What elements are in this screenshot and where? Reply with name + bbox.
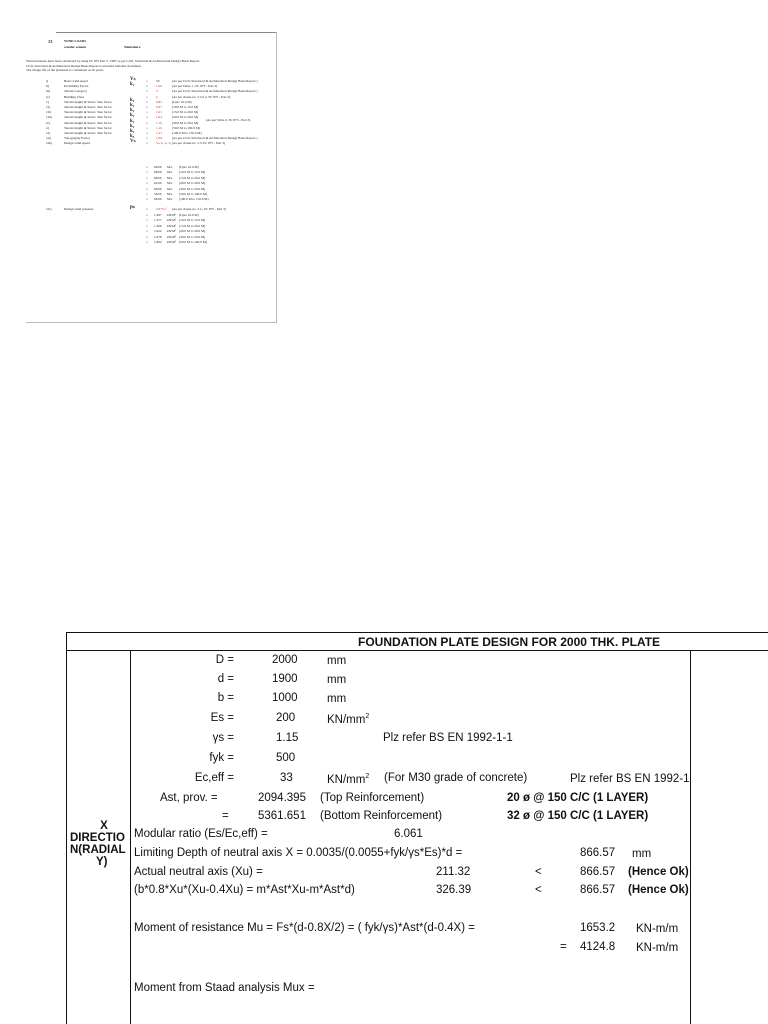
- project-location: Nimbahera: [124, 45, 141, 49]
- design-pressure-row-unit: kN/M²: [167, 240, 177, 244]
- wind-param-note: (50.0 M to 100.0 M): [172, 125, 200, 130]
- wind-param-symbol: k₂: [130, 129, 135, 134]
- wind-param-value: 1.00: [156, 84, 162, 89]
- wind-param-row: viii) Terrain height & Struct. Size factor k₂ 1.02 (20.0 M to 30.0 M) =: [46, 113, 199, 120]
- design-pressure-row: = 1.678 kN/M² (30.0 M to 50.0 M): [146, 234, 206, 239]
- wind-param-label: Terrain height & Struct. Size factor: [64, 125, 112, 130]
- wind-param-symbol: k₂: [130, 123, 135, 129]
- wind-param-symbol: Vₕ: [130, 139, 136, 145]
- design-speed-row: = 60.00 M/s (100.0 M to 150.0 M): [146, 197, 209, 202]
- top-bar-spec: 20 ø @ 150 C/C (1 LAYER): [507, 792, 649, 804]
- wind-param-value: Vₕ·k₁·k₂·k₃: [156, 141, 172, 146]
- moment-resistance-eq: =: [560, 941, 567, 953]
- wind-param-label: Terrain height & Struct. Size factor: [64, 105, 112, 109]
- wind-param-row: v) Terrain height & Struct. Size factor k₂ 0.83 (Upto 10.0 M) =: [46, 97, 192, 104]
- pressure-row-num: xiv): [46, 207, 52, 211]
- wind-param-row: xiii) Design wind speed Vₕ Vₕ·k₁·k₂·k₃ (As per clause no. 5.3, IS: 875 - Part 3) =: [46, 139, 226, 146]
- param-D-unit: mm: [327, 655, 347, 667]
- wind-param-num: vi): [46, 105, 50, 109]
- na-equation-compare: <: [535, 884, 542, 896]
- wind-param-label: Terrain height & Struct. Size factor: [64, 110, 112, 115]
- design-speed-row-value: 66.00: [154, 175, 162, 180]
- design-pressure-row-value: 1.287: [154, 213, 162, 217]
- ast-bottom-eq: =: [222, 810, 229, 822]
- wind-param-row: vi) Terrain height & Struct. Size factor k₂ 0.97 (10.0 M to 15.0 M) =: [46, 103, 199, 109]
- design-pressure-row-value: 1.678: [154, 234, 162, 239]
- param-Es-name: Es =: [210, 712, 234, 724]
- design-pressure-row-range: (20.0 M to 30.0 M): [179, 229, 206, 234]
- design-pressure-row-value: 1.377: [154, 218, 162, 223]
- wind-param-symbol: k₂: [130, 97, 135, 103]
- design-speed-row: = 62.00 M/s (20.0 M to 30.0 M): [146, 181, 206, 186]
- wind-param-label: Terrain Category: [64, 89, 88, 94]
- wind-param-note: (As per Table 1 , IS: 875 - Part 3): [172, 84, 218, 89]
- wind-param-value: 0.83: [156, 99, 162, 104]
- side-label-2: DIRECTIO: [70, 832, 125, 844]
- design-pressure-row-unit: kN/M²: [167, 234, 177, 239]
- wind-param-label: Basic wind speed: [64, 79, 88, 83]
- wind-param-note: (100.0 M to 150.0 M): [172, 131, 202, 135]
- wind-param-num: iii): [46, 89, 50, 94]
- design-speed-row-value: 66.00: [154, 165, 162, 169]
- design-speed-row: = 56.00 M/s (50.0 M to 100.0 M): [146, 192, 207, 196]
- wind-param-label: Terrain height & Struct. Size factor: [64, 115, 112, 120]
- modular-ratio-value: 6.061: [394, 828, 423, 840]
- wind-param-row: x) Terrain height & Struct. Size factor k₂ 1.10 (50.0 M to 100.0 M) =: [46, 123, 200, 130]
- pressure-row-note: (As per clause no. 5.4 , IS: 875 - Part 3): [172, 207, 226, 211]
- design-pressure-row-unit: kN/M²: [167, 218, 177, 223]
- design-pressure-row: = 1.622 kN/M² (20.0 M to 30.0 M): [146, 229, 206, 234]
- param-ec-eff-value: 33: [280, 772, 293, 784]
- wind-param-label: Terrain height & Struct. Size factor: [64, 131, 112, 135]
- wind-param-value: 0.97: [156, 105, 162, 109]
- moment-resistance-unit-1: KN-m/m: [636, 923, 679, 935]
- na-equation-label: (b*0.8*Xu*(Xu-0.4Xu) = m*Ast*Xu-m*Ast*d): [134, 884, 355, 896]
- wind-param-symbol: k₁: [130, 82, 135, 88]
- top-border: [66, 632, 768, 633]
- param-fyk-value: 500: [276, 752, 296, 764]
- param-b-name: b =: [217, 692, 234, 704]
- pressure-row-label: Design wind pressure: [64, 207, 94, 211]
- wind-param-value: C: [156, 94, 159, 99]
- left-border: [66, 632, 67, 1024]
- design-speed-row-range: (100.0 M to 150.0 M): [179, 197, 209, 202]
- ast-label: Ast, prov. =: [160, 792, 218, 804]
- label-column-divider: [130, 650, 131, 1024]
- wind-param-value: 1.02: [156, 115, 162, 120]
- wind-param-row: xii) Topography Factor k₃ 1.00 (As per Civil, Structural & Architectural Design Basis Report ) =: [46, 134, 258, 141]
- wind-param-num: v): [46, 99, 49, 104]
- wind-param-num: vii): [46, 110, 51, 115]
- right-column-divider: [690, 650, 691, 1024]
- wind-param-row: xi) Terrain height & Struct. Size factor k₂ 1.21 (100.0 M to 150.0 M) =: [46, 129, 202, 135]
- design-speed-row: = 66.00 M/s (15.0 M to 20.0 M): [146, 175, 206, 180]
- design-speed-row-value: 56.00: [154, 192, 162, 196]
- wind-param-symbol: k₂: [130, 118, 135, 124]
- wind-param-note: (As per clause no. 5.3.2.2, IS: 875 - Part 3): [172, 94, 231, 99]
- bs-en-reference-note: Plz refer BS EN 1992-1-1: [383, 732, 513, 744]
- wind-param-value: 1.01: [156, 110, 162, 115]
- table-2-note: (As per Table 2, IS: 875 - Part 3): [206, 118, 251, 122]
- param-gamma-s-value: 1.15: [276, 732, 299, 744]
- sheet-title: FOUNDATION PLATE DESIGN FOR 2000 THK. PLATE: [358, 635, 661, 649]
- limiting-depth-value: 866.57: [580, 847, 616, 859]
- param-Es-value: 200: [276, 712, 296, 724]
- intro-line-1: Wind pressures have been calculated by using IS: 875 Part 3 -1987 as per Civil, Structural & Architectural Design Basis Report.: [26, 59, 200, 63]
- wind-param-num: i): [46, 79, 49, 83]
- param-d-value: 1900: [272, 673, 298, 685]
- design-pressure-row: = 1.300 kN/M² (15.0 M to 20.0 M): [146, 223, 206, 228]
- wind-param-symbol: k₃: [130, 134, 135, 140]
- actual-na-status: (Hence Ok): [628, 866, 689, 878]
- design-pressure-row-unit: kN/M²: [167, 213, 177, 217]
- design-pressure-row: = 1.862 kN/M² (50.0 M to 100.0 M): [146, 240, 207, 244]
- side-label-1: X: [100, 820, 108, 832]
- wind-param-row: i) Basic wind speed Vₕ 50 (As per Civil, Structural & Architectural Design Basis Report ) =: [46, 77, 258, 83]
- pressure-row-value: 0.6*Vₕ²: [156, 207, 167, 211]
- design-speed-row-unit: M/s: [167, 165, 173, 169]
- design-speed-row-range: (Upto 10.0 M): [179, 165, 199, 169]
- design-speed-row-unit: M/s: [167, 186, 173, 191]
- design-speed-row-value: 68.00: [154, 170, 162, 175]
- design-speed-row: = 66.00 M/s (30.0 M to 50.0 M): [146, 186, 206, 191]
- modular-ratio-label: Modular ratio (Es/Ec,eff) =: [134, 828, 268, 840]
- ast-top-note: (Top Reinforcement): [320, 792, 425, 804]
- wind-param-symbol: k₂: [130, 113, 135, 119]
- param-D-name: D =: [215, 654, 234, 666]
- wind-param-symbol: k₂: [130, 103, 135, 108]
- actual-na-value: 211.32: [436, 866, 471, 878]
- design-pressure-row-unit: kN/M²: [167, 229, 177, 234]
- design-pressure-row-range: (50.0 M to 100.0 M): [179, 240, 207, 244]
- param-fyk-name: fyk =: [209, 752, 234, 764]
- param-ec-eff-name: Ec,eff =: [194, 772, 234, 784]
- design-pressure-row-unit: kN/M²: [167, 223, 177, 228]
- wind-title: WIND LOADS: [64, 39, 87, 43]
- param-gamma-s-name: γs =: [212, 732, 234, 744]
- design-speed-row: = 68.00 M/s (10.0 M to 15.0 M): [146, 170, 206, 175]
- design-speed-row-unit: M/s: [167, 181, 173, 186]
- wind-param-row: iv) Building Class C (As per clause no. 5.3.2.2, IS: 875 - Part 3) =: [46, 94, 231, 99]
- design-speed-row-range: (30.0 M to 50.0 M): [179, 186, 206, 191]
- wind-param-symbol: k₂: [130, 108, 135, 114]
- side-label-4: Y): [96, 856, 108, 868]
- design-speed-row-value: 62.00: [154, 181, 162, 186]
- na-equation-status: (Hence Ok): [628, 884, 689, 896]
- bottom-bar-spec: 32 ø @ 150 C/C (1 LAYER): [507, 810, 649, 822]
- design-speed-row-range: (10.0 M to 15.0 M): [179, 170, 206, 175]
- design-pressure-row-range: (Upto 10.0 M): [179, 213, 199, 217]
- bs-en-reference-note-2: Plz refer BS EN 1992-1: [570, 773, 690, 785]
- param-b-unit: mm: [327, 693, 347, 705]
- wind-param-note: (As per clause no. 5.3, IS: 875 - Part 3): [172, 141, 226, 146]
- moment-resistance-value-1: 1653.2: [580, 922, 616, 934]
- foundation-design-sheet: [0, 632, 768, 1024]
- intro-line-3: The design life of the preheater is considered as 50 years.: [26, 68, 104, 72]
- wind-param-symbol: Vₕ: [130, 77, 136, 82]
- pressure-row-symbol: pₕ: [130, 205, 135, 210]
- actual-na-limit: 866.57: [580, 866, 616, 878]
- wind-param-label: Probability Factor: [64, 84, 89, 89]
- staad-moment-label: Moment from Staad analysis Mux =: [134, 982, 315, 994]
- wind-load-sheet: [26, 32, 276, 322]
- na-equation-limit: 866.57: [580, 884, 616, 896]
- param-d-unit: mm: [327, 674, 347, 686]
- design-speed-row: = 66.00 M/s (Upto 10.0 M): [146, 165, 199, 169]
- design-speed-row-range: (50.0 M to 100.0 M): [179, 192, 207, 196]
- param-b-value: 1000: [272, 692, 298, 704]
- wind-param-label: Terrain height & Struct. Size factor: [64, 99, 112, 104]
- design-speed-row-value: 60.00: [154, 197, 162, 202]
- wind-param-note: (Upto 10.0 M): [172, 99, 192, 104]
- wind-param-label: Topography Factor: [64, 136, 90, 141]
- wind-param-row: iii) Terrain Category 3 (As per Civil, Structural & Architectural Design Basis Report ) =: [46, 89, 258, 94]
- design-pressure-row-value: 1.622: [154, 229, 162, 234]
- wind-param-label: Building Class: [64, 94, 85, 99]
- design-pressure-row: = 1.377 kN/M² (10.0 M to 15.0 M): [146, 218, 206, 223]
- param-ec-eff-unit: $KN/mm^2$: [327, 773, 370, 786]
- na-equation-value: 326.39: [436, 884, 472, 896]
- design-pressure-row-range: (30.0 M to 50.0 M): [179, 234, 206, 239]
- wind-param-note: (30.0 M to 50.0 M): [172, 120, 199, 125]
- wind-param-note: (As per Civil, Structural & Architectural Design Basis Report ): [172, 79, 258, 83]
- wind-param-value: 50: [156, 79, 160, 83]
- wind-param-label: Terrain height & Struct. Size factor: [64, 120, 112, 125]
- pressure-row: xiv) Design wind pressure pₕ = 0.6*Vₕ² (As per clause no. 5.4 , IS: 875 - Part 3): [46, 205, 226, 211]
- side-label-3: N(RADIAL: [70, 844, 126, 856]
- wind-param-row: ix) Terrain height & Struct. Size factor k₂ 1.10 (30.0 M to 50.0 M) =: [46, 118, 199, 125]
- wind-param-value: 1.10: [156, 120, 162, 125]
- wind-param-note: (10.0 M to 15.0 M): [172, 105, 199, 109]
- moment-resistance-unit-2: KN-m/m: [636, 942, 679, 954]
- ast-top-value: 2094.395: [258, 792, 306, 804]
- project-name: wonder cement: [64, 45, 87, 49]
- ast-bottom-value: 5361.651: [258, 810, 306, 822]
- design-speed-row-unit: M/s: [167, 192, 173, 196]
- wind-param-value: 3: [156, 89, 158, 94]
- design-speed-row-value: 66.00: [154, 186, 162, 191]
- ast-bottom-note: (Bottom Reinforcement): [320, 810, 443, 822]
- wind-param-value: 1.10: [156, 125, 162, 130]
- wind-param-num: ii): [46, 84, 50, 89]
- design-speed-row-range: (15.0 M to 20.0 M): [179, 175, 206, 180]
- design-speed-row-unit: M/s: [167, 170, 173, 175]
- actual-na-label: Actual neutral axis (Xu) =: [134, 866, 263, 878]
- limiting-depth-unit: mm: [632, 848, 652, 860]
- intro-line-2: Civil, Structural & Architectural Design Basis Report is attached with this document.: [26, 63, 142, 68]
- moment-resistance-label: Moment of resistance Mu = Fs*(d-0.8X/2) = ( fyk/γs)*Ast*(d-0.4X) =: [134, 922, 475, 934]
- wind-param-row: vii) Terrain height & Struct. Size factor k₂ 1.01 (15.0 M to 20.0 M) =: [46, 108, 199, 115]
- wind-param-note: (As per Civil, Structural & Architectural Design Basis Report ): [172, 89, 258, 94]
- design-pressure-row: = 1.287 kN/M² (Upto 10.0 M): [146, 213, 199, 217]
- section-number: 13: [48, 39, 53, 44]
- param-D-value: 2000: [272, 654, 298, 666]
- wind-param-num: viii): [46, 115, 52, 120]
- wind-param-num: xii): [46, 136, 51, 141]
- wind-param-num: xiii): [46, 141, 52, 146]
- concrete-grade-note: (For M30 grade of concrete): [384, 772, 528, 784]
- wind-param-label: Design wind speed: [64, 141, 90, 146]
- title-underline: [66, 650, 768, 651]
- limiting-depth-label: Limiting Depth of neutral axis X = 0.0035/(0.0055+fyk/γs*Es)*d =: [134, 847, 463, 859]
- moment-resistance-value-2: 4124.8: [580, 941, 616, 953]
- design-pressure-row-range: (15.0 M to 20.0 M): [179, 223, 206, 228]
- wind-param-note: (15.0 M to 20.0 M): [172, 110, 199, 115]
- wind-param-row: ii) Probability Factor k₁ 1.00 (As per Table 1 , IS: 875 - Part 3) =: [46, 82, 218, 89]
- design-pressure-row-value: 1.300: [154, 223, 162, 228]
- design-speed-row-range: (20.0 M to 30.0 M): [179, 181, 206, 186]
- wind-param-note: (20.0 M to 30.0 M): [172, 115, 199, 120]
- wind-param-num: x): [46, 125, 49, 130]
- wind-param-num: iv): [46, 94, 50, 99]
- design-pressure-row-value: 1.862: [154, 240, 162, 244]
- wind-param-num: xi): [46, 131, 50, 135]
- wind-param-num: ix): [46, 120, 50, 125]
- design-speed-row-unit: M/s: [167, 175, 173, 180]
- design-pressure-row-range: (10.0 M to 15.0 M): [179, 218, 206, 223]
- sheet-top-rule: [56, 32, 276, 33]
- wind-param-value: 1.21: [156, 131, 162, 135]
- design-speed-row-unit: M/s: [167, 197, 173, 202]
- wind-param-value: 1.00: [156, 136, 162, 141]
- wind-param-note: (As per Civil, Structural & Architectural Design Basis Report ): [172, 136, 258, 141]
- actual-na-compare: <: [535, 866, 542, 878]
- param-d-name: d =: [217, 673, 234, 685]
- param-Es-unit: $KN/mm^2$: [327, 713, 370, 726]
